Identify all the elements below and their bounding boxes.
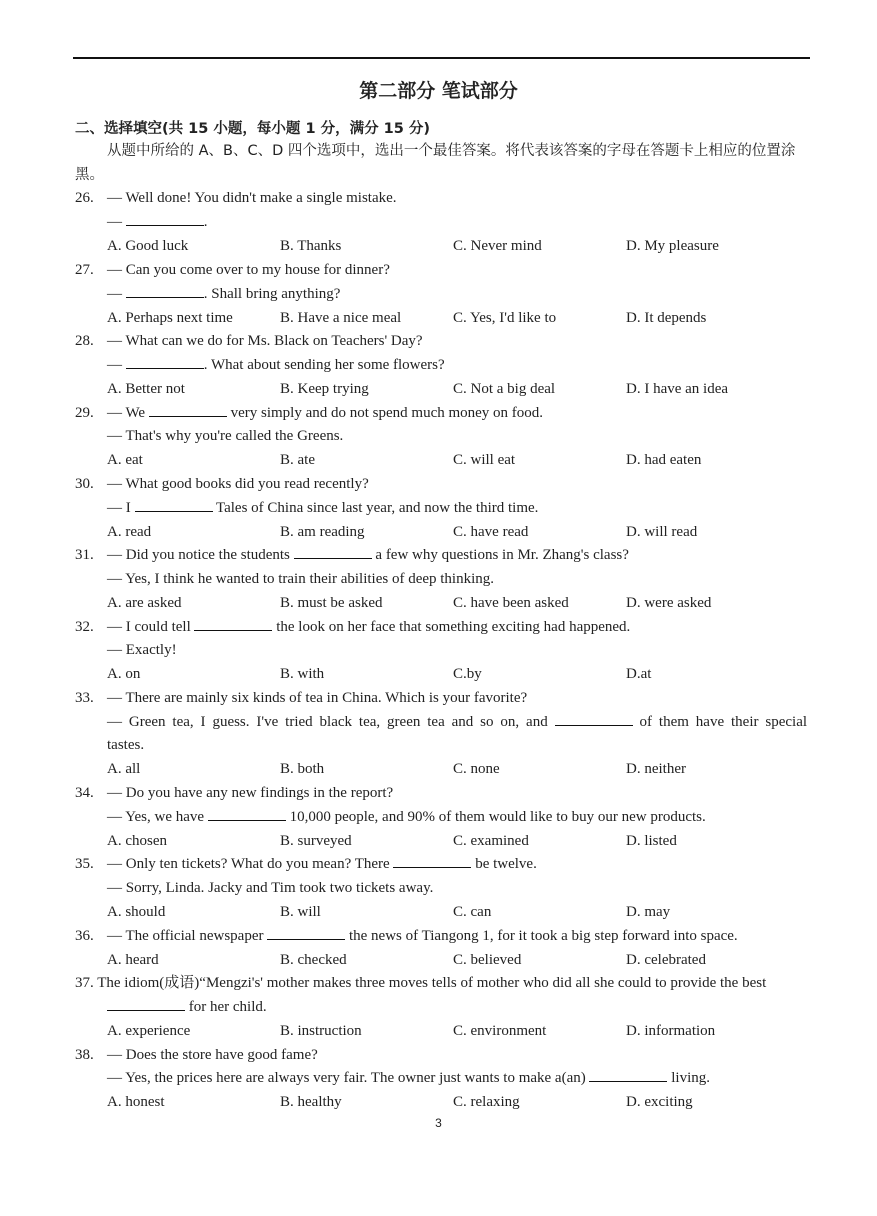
- question-line: [107, 854, 537, 874]
- option-c: C. none: [453, 761, 500, 777]
- blank: [589, 1068, 667, 1082]
- page-number: 3: [435, 1116, 442, 1130]
- option-c: C. Never mind: [453, 238, 542, 254]
- option-b: B. Have a nice meal: [280, 310, 402, 326]
- blank: [393, 854, 471, 868]
- option-a: A. eat: [107, 452, 143, 468]
- option-d: D. will read: [626, 524, 698, 540]
- option-c: C. will eat: [453, 452, 516, 468]
- section-heading: 二、选择填空(共 15 小题，每小题 1 分，满分 15 分): [75, 121, 430, 137]
- option-b: B. healthy: [280, 1094, 342, 1110]
- question-line: 37. The idiom(成语)“Mengzi's' mother makes three moves tells of mother who did all she could to provide the best: [75, 975, 767, 991]
- option-a: A. should: [107, 904, 166, 920]
- option-d: D. It depends: [626, 310, 707, 326]
- option-c: C. environment: [453, 1023, 547, 1039]
- option-a: A. experience: [107, 1023, 191, 1039]
- option-b: B. surveyed: [280, 833, 352, 849]
- text-after-blank: be twelve.: [475, 856, 537, 872]
- option-c: C. examined: [453, 833, 529, 849]
- question-number: 29.: [75, 405, 94, 421]
- reply-line: — Exactly!: [107, 642, 177, 658]
- option-c: C. believed: [453, 952, 522, 968]
- blank: [107, 997, 185, 1011]
- question-number: 35.: [75, 856, 94, 872]
- text-after-blank: 10,000 people, and 90% of them would like to buy our new products.: [289, 809, 706, 825]
- text-before-blank: — Yes, the prices here are always very fair. The owner just wants to make a(an): [107, 1070, 586, 1086]
- answer-line: [107, 807, 706, 827]
- option-c: C. have been asked: [453, 595, 569, 611]
- blank: [135, 498, 213, 512]
- text-before-blank: — The official newspaper: [107, 928, 264, 944]
- blank: [555, 712, 633, 726]
- question-line: — There are mainly six kinds of tea in China. Which is your favorite?: [107, 690, 528, 706]
- text-after-blank: . What about sending her some flowers?: [203, 357, 445, 373]
- blank: [208, 807, 286, 821]
- option-c: C. Yes, I'd like to: [453, 310, 557, 326]
- option-d: D. My pleasure: [626, 238, 719, 254]
- text-after-blank: living.: [671, 1070, 710, 1086]
- blank: [194, 617, 272, 631]
- option-d: D. exciting: [626, 1094, 693, 1110]
- option-a: A. all: [107, 761, 141, 777]
- answer-line: [107, 997, 267, 1017]
- text-before-blank: — Green tea, I guess. I've tried black tea, green tea and so on, and: [107, 714, 548, 730]
- option-d: D. celebrated: [626, 952, 706, 968]
- question-line: [107, 926, 738, 946]
- question-line: [107, 545, 629, 565]
- option-d: D. I have an idea: [626, 381, 729, 397]
- answer-line: [107, 355, 445, 375]
- question-number: 36.: [75, 928, 94, 944]
- text-after-blank: for her child.: [188, 999, 267, 1015]
- text-after-blank: the news of Tiangong 1, for it took a big step forward into space.: [348, 928, 738, 944]
- top-rule: [73, 57, 810, 59]
- question-number: 33.: [75, 690, 94, 706]
- option-d: D. were asked: [626, 595, 712, 611]
- continuation-line: tastes.: [107, 737, 145, 753]
- question-line: — Can you come over to my house for dinner?: [107, 262, 390, 278]
- line-end: .: [203, 214, 208, 230]
- text-before-blank: — We: [107, 405, 146, 421]
- text-before-blank: — I could tell: [107, 619, 191, 635]
- answer-line: [107, 212, 208, 232]
- option-d: D. had eaten: [626, 452, 702, 468]
- option-d: D. listed: [626, 833, 677, 849]
- option-a: A. on: [107, 666, 141, 682]
- blank: [149, 403, 227, 417]
- option-c: C. can: [453, 904, 492, 920]
- text-after-blank: . Shall bring anything?: [203, 286, 341, 302]
- text-before-blank: — Yes, we have: [107, 809, 205, 825]
- reply-line: — Sorry, Linda. Jacky and Tim took two tickets away.: [107, 880, 434, 896]
- blank: [126, 284, 204, 298]
- text-before-blank: — Only ten tickets? What do you mean? There: [107, 856, 390, 872]
- option-a: A. heard: [107, 952, 159, 968]
- blank: [126, 355, 204, 369]
- question-line: — Do you have any new findings in the report?: [107, 785, 394, 801]
- option-d: D. information: [626, 1023, 716, 1039]
- option-b: B. instruction: [280, 1023, 362, 1039]
- blank: [126, 212, 204, 226]
- question-line: — What can we do for Ms. Black on Teachers' Day?: [107, 333, 423, 349]
- option-b: B. with: [280, 666, 325, 682]
- question-number: 30.: [75, 476, 94, 492]
- text-after-blank: a few why questions in Mr. Zhang's class?: [375, 547, 629, 563]
- option-c: C. Not a big deal: [453, 381, 556, 397]
- part-title: 第二部分 笔试部分: [359, 80, 518, 102]
- text-before-blank: — Did you notice the students: [107, 547, 290, 563]
- option-a: A. honest: [107, 1094, 165, 1110]
- question-number: 28.: [75, 333, 94, 349]
- option-d: D.at: [626, 666, 652, 682]
- text-after-blank: very simply and do not spend much money on food.: [230, 405, 544, 421]
- answer-line: [107, 1068, 710, 1088]
- reply-line: — Yes, I think he wanted to train their abilities of deep thinking.: [107, 571, 495, 587]
- option-b: B. will: [280, 904, 321, 920]
- answer-line: [107, 498, 538, 518]
- option-b: B. checked: [280, 952, 347, 968]
- dash: —: [107, 357, 122, 373]
- option-a: A. Good luck: [107, 238, 189, 254]
- option-a: A. Perhaps next time: [107, 310, 233, 326]
- option-a: A. are asked: [107, 595, 182, 611]
- question-number: 38.: [75, 1047, 94, 1063]
- question-number: 32.: [75, 619, 94, 635]
- option-b: B. Keep trying: [280, 381, 369, 397]
- option-a: A. Better not: [107, 381, 185, 397]
- question-line: — Does the store have good fame?: [107, 1047, 318, 1063]
- reply-line: — That's why you're called the Greens.: [107, 428, 344, 444]
- option-b: B. am reading: [280, 524, 365, 540]
- option-b: B. must be asked: [280, 595, 383, 611]
- text-after-blank: the look on her face that something exciting had happened.: [276, 619, 631, 635]
- dash: —: [107, 286, 122, 302]
- option-c: C. have read: [453, 524, 529, 540]
- option-c: C.by: [453, 666, 482, 682]
- text-after-blank: of them have their special: [639, 714, 808, 730]
- option-a: A. chosen: [107, 833, 167, 849]
- option-d: D. may: [626, 904, 671, 920]
- question-line: — Well done! You didn't make a single mistake.: [107, 190, 397, 206]
- answer-line: [107, 284, 340, 304]
- question-number: 34.: [75, 785, 94, 801]
- blank: [294, 545, 372, 559]
- blank: [267, 926, 345, 940]
- question-number: 27.: [75, 262, 94, 278]
- instructions: 从题中所给的 A、B、C、D 四个选项中，选出一个最佳答案。将代表该答案的字母在答题卡上相应的位置涂黑。: [75, 143, 796, 183]
- option-b: B. Thanks: [280, 238, 342, 254]
- question-line: [107, 403, 543, 423]
- option-c: C. relaxing: [453, 1094, 520, 1110]
- option-b: B. ate: [280, 452, 315, 468]
- option-b: B. both: [280, 761, 325, 777]
- answer-line: [107, 712, 807, 732]
- question-number: 31.: [75, 547, 94, 563]
- text-before-blank: — I: [107, 500, 131, 516]
- text-after-blank: Tales of China since last year, and now the third time.: [215, 500, 539, 516]
- question-number: 26.: [75, 190, 94, 206]
- question-line: [107, 617, 630, 637]
- dash: —: [107, 214, 122, 230]
- option-d: D. neither: [626, 761, 686, 777]
- option-a: A. read: [107, 524, 152, 540]
- question-line: — What good books did you read recently?: [107, 476, 369, 492]
